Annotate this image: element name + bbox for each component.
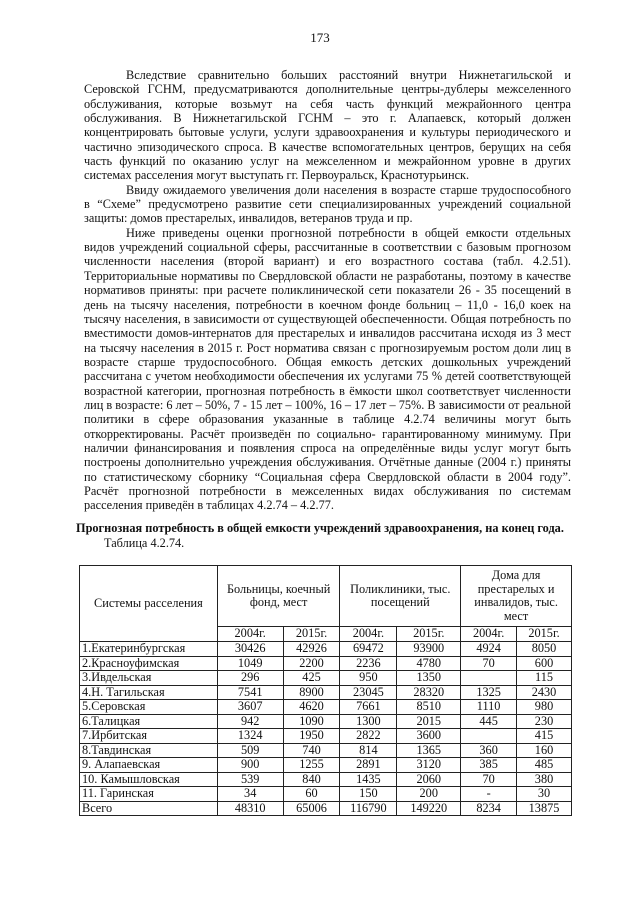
table-body (80, 642, 572, 816)
table-cell-value: 296 (217, 671, 283, 686)
settlement-system-name: 10. Камышловская (80, 772, 218, 787)
table-title: Прогнозная потребность в общей емкости учреждений здравоохранения, на конец года. (76, 521, 564, 535)
table-label: Таблица 4.2.74. (104, 536, 185, 550)
header-hospitals: Больницы, коечный фонд, мест (217, 566, 340, 627)
table-cell-value: 740 (283, 743, 340, 758)
table-row (80, 787, 572, 802)
header-year: 2004г. (217, 627, 283, 642)
body-text (84, 68, 571, 513)
table-cell-value: 8510 (397, 700, 461, 715)
table-cell-value: 385 (461, 758, 517, 773)
page-number: 173 (310, 30, 330, 45)
table-cell-value: 42926 (283, 642, 340, 657)
table-cell-value: 8050 (517, 642, 572, 657)
table-cell-value: 485 (517, 758, 572, 773)
table-cell-value: 950 (340, 671, 397, 686)
table-row (80, 758, 572, 773)
table-cell-value: 1090 (283, 714, 340, 729)
table-cell-value: 2891 (340, 758, 397, 773)
table-cell-value: 600 (517, 656, 572, 671)
header-year: 2004г. (340, 627, 397, 642)
table-cell-value: 2236 (340, 656, 397, 671)
paragraph: Вследствие сравнительно больших расстояний внутри Нижнетагильской и Серовской ГСНМ, предусматриваются дополнительные центры-дублеры межселенного обслуживания, которые возьмут на себя часть функций межрайонного центра обслуживания. В Нижнетагильской ГСНМ – это г. Алапаевск, который должен концентрировать бытовые услуги, услуги здравоохранения и культуры периодического и частично эпизодического спроса. В качестве вспомогательных центров, берущих на себя часть функций по оказанию услуг на межселенном и межрайонном уровне в других системах расселения могут выступать гг. Первоуральск, Краснотурьинск. (84, 68, 571, 183)
table-cell-value: 3600 (397, 729, 461, 744)
table-cell-value: 2822 (340, 729, 397, 744)
table-cell-value: - (461, 787, 517, 802)
header-year: 2015г. (397, 627, 461, 642)
settlement-system-name: 7.Ирбитская (80, 729, 218, 744)
header-year: 2004г. (461, 627, 517, 642)
table-cell-value: 1365 (397, 743, 461, 758)
table-cell-value: 115 (517, 671, 572, 686)
table-cell-value: 445 (461, 714, 517, 729)
table-cell-value: 2430 (517, 685, 572, 700)
table-cell-value: 4924 (461, 642, 517, 657)
table-cell-value (461, 671, 517, 686)
table-cell-value: 70 (461, 772, 517, 787)
table-cell-value: 48310 (217, 801, 283, 816)
table-row (80, 685, 572, 700)
settlement-system-name: 9. Алапаевская (80, 758, 218, 773)
header-homes: Дома для престарелых и инвалидов, тыс. мест (461, 566, 572, 627)
table-cell-value: 7541 (217, 685, 283, 700)
table-cell-value: 200 (397, 787, 461, 802)
table-cell-value: 380 (517, 772, 572, 787)
paragraph: Ниже приведены оценки прогнозной потребности в общей емкости отдельных видов учреждений социальной сферы, рассчитанные в соответствии с базовым прогнозом численности населения (второй вариант) и его возрастного состава (табл. 4.2.51). Территориальные нормативы по Свердловской области не разработаны, поэтому в качестве нормативов приняты: при расчете поликлинической сети показатели 26 - 35 посещений в день на тысячу населения, потребности в коечном фонде больниц – 11,0 - 16,0 коек на тысячу населения, в зависимости от существующей обеспеченности. Общая потребность по вместимости домов-интернатов для престарелых и инвалидов рассчитана исходя из 3 мест на тысячу населения в 2015 г. Рост норматива связан с прогнозируемым ростом доли лиц в возрасте старше трудоспособного. Общая емкость детских дошкольных учреждений рассчитана с учетом необходимости обеспечения их услугами 75 % детей соответствующей возрастной категории, прогнозная потребность в ёмкости школ соответствует численности лиц в возрасте: 6 лет – 50%, 7 - 15 лет – 100%, 16 – 17 лет – 75%. В зависимости от реальной политики в сфере образования указанные в таблице 4.2.74 величины могут быть откорректированы. Расчёт произведён по социально- гарантированному минимуму. При наличии финансирования и появления спроса на определённые виды услуг могут быть построены дополнительно учреждения обслуживания. Отчётные данные (2004 г.) приняты по статистическому сборнику “Социальная сфера Свердловской области в 2004 году”. Расчёт прогнозной потребности в межселенных видах обслуживания по системам расселения приведён в таблицах 4.2.74 – 4.2.77. (84, 225, 571, 513)
data-table (79, 565, 572, 816)
table-cell-value: 13875 (517, 801, 572, 816)
table-cell-value: 160 (517, 743, 572, 758)
table-cell-value: 2015 (397, 714, 461, 729)
table-cell-value: 1300 (340, 714, 397, 729)
table-row-total (80, 801, 572, 816)
table-cell-value: 70 (461, 656, 517, 671)
table-row (80, 714, 572, 729)
table-cell-value: 149220 (397, 801, 461, 816)
table-row (80, 656, 572, 671)
table-cell-value: 942 (217, 714, 283, 729)
table-cell-value: 34 (217, 787, 283, 802)
table-cell-value: 3607 (217, 700, 283, 715)
table-row (80, 743, 572, 758)
table-cell-value: 360 (461, 743, 517, 758)
table-cell-value: 23045 (340, 685, 397, 700)
table-cell-value: 116790 (340, 801, 397, 816)
table-cell-value: 93900 (397, 642, 461, 657)
table-cell-value: 1110 (461, 700, 517, 715)
table-cell-value (461, 729, 517, 744)
table-cell-value: 1325 (461, 685, 517, 700)
table-cell-value: 8234 (461, 801, 517, 816)
table-row (80, 642, 572, 657)
settlement-system-name: 8.Тавдинская (80, 743, 218, 758)
table-cell-value: 1950 (283, 729, 340, 744)
table-cell-value: 900 (217, 758, 283, 773)
table-cell-value: 1435 (340, 772, 397, 787)
header-systems: Системы расселения (80, 566, 218, 642)
header-year: 2015г. (283, 627, 340, 642)
table-cell-value: 415 (517, 729, 572, 744)
table-cell-value: 539 (217, 772, 283, 787)
table-cell-value: 1255 (283, 758, 340, 773)
table-cell-value: 230 (517, 714, 572, 729)
table-cell-value: 69472 (340, 642, 397, 657)
table-cell-value: 980 (517, 700, 572, 715)
table-cell-value: 8900 (283, 685, 340, 700)
table-cell-value: 150 (340, 787, 397, 802)
table-cell-value: 7661 (340, 700, 397, 715)
paragraph: Ввиду ожидаемого увеличения доли населения в возрасте старше трудоспособного в “Схеме” предусмотрено развитие сети специализированных учреждений социальной защиты: домов престарелых, инвалидов, ветеранов труда и пр. (84, 182, 571, 226)
table-cell-value: 65006 (283, 801, 340, 816)
header-year: 2015г. (517, 627, 572, 642)
settlement-system-name: 11. Гаринская (80, 787, 218, 802)
table-cell-value: 30426 (217, 642, 283, 657)
table-cell-value: 1324 (217, 729, 283, 744)
table-cell-value: 814 (340, 743, 397, 758)
table-cell-value: 1350 (397, 671, 461, 686)
settlement-system-name: 6.Талицкая (80, 714, 218, 729)
settlement-system-name: 2.Красноуфимская (80, 656, 218, 671)
settlement-system-name: 5.Серовская (80, 700, 218, 715)
table-cell-value: 840 (283, 772, 340, 787)
settlement-system-name: Всего (80, 801, 218, 816)
table-cell-value: 4780 (397, 656, 461, 671)
table-row (80, 671, 572, 686)
table-row (80, 729, 572, 744)
table-cell-value: 1049 (217, 656, 283, 671)
header-clinics: Поликлиники, тыс. посещений (340, 566, 461, 627)
table-cell-value: 28320 (397, 685, 461, 700)
settlement-system-name: 4.Н. Тагильская (80, 685, 218, 700)
table-cell-value: 425 (283, 671, 340, 686)
table-cell-value: 3120 (397, 758, 461, 773)
table-cell-value: 509 (217, 743, 283, 758)
settlement-system-name: 1.Екатеринбургская (80, 642, 218, 657)
table-cell-value: 30 (517, 787, 572, 802)
table-cell-value: 4620 (283, 700, 340, 715)
table-row (80, 700, 572, 715)
table-cell-value: 2060 (397, 772, 461, 787)
table-cell-value: 2200 (283, 656, 340, 671)
table-cell-value: 60 (283, 787, 340, 802)
table-row (80, 772, 572, 787)
settlement-system-name: 3.Ивдельская (80, 671, 218, 686)
